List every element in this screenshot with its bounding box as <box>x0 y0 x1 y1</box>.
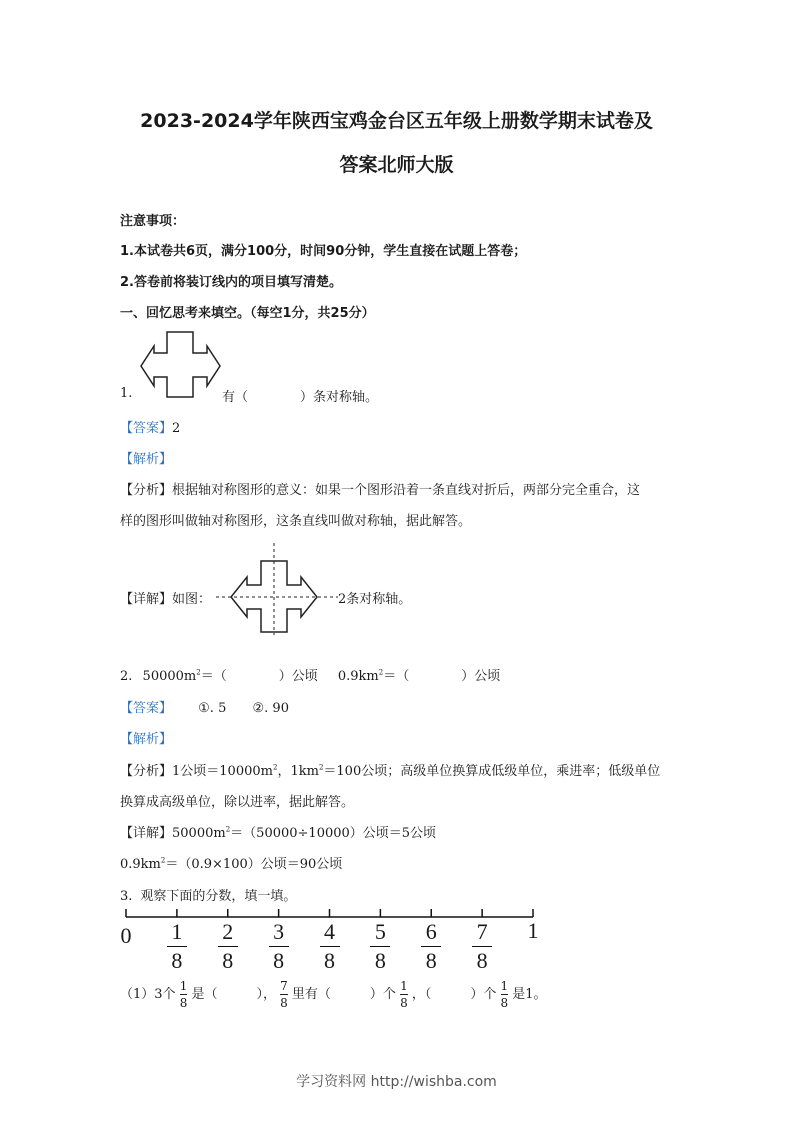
q2-answer-1: ①. 5 <box>198 701 227 716</box>
frac-num: 1 <box>400 979 408 993</box>
q3-sub1-e: 是1。 <box>512 987 547 1002</box>
q1-text: 有（ ）条对称轴。 <box>222 390 379 405</box>
frac-den: 8 <box>280 996 288 1010</box>
number-line-fraction <box>419 921 443 972</box>
q2-sq-1: 2 <box>196 668 201 677</box>
q2-detail2-a: 0.9km <box>120 857 161 872</box>
q1-answer: 2 <box>172 421 181 436</box>
number-line-fraction <box>216 921 240 972</box>
frac-num: 7 <box>280 979 288 993</box>
fraction-numerator: 2 <box>222 919 234 944</box>
fraction-numerator: 7 <box>476 919 488 944</box>
q3-sub1-c: 里有（ ）个 <box>291 987 396 1002</box>
number-line-fraction <box>267 921 291 972</box>
q3-sub1-b: 是（ ）， <box>191 987 276 1002</box>
page-title: 2023-2024学年陕西宝鸡金台区五年级上册数学期末试卷及 <box>140 110 653 132</box>
q2-analysis-line1-c: ＝100公顷；高级单位换算成低级单位，乘进率；低级单位 <box>323 764 661 779</box>
q2-number: 2. <box>120 669 133 684</box>
notes-item-2: 2.答卷前将装订线内的项目填写清楚。 <box>120 275 342 290</box>
fraction-numerator: 4 <box>324 919 335 944</box>
q1-analysis-line1: 根据轴对称图形的意义：如果一个图形沿着一条直线对折后，两部分完全重合，这 <box>172 483 641 498</box>
q1-analysis-line2: 样的图形叫做轴对称图形，这条直线叫做对称轴，据此解答。 <box>120 514 472 529</box>
q2-part1-post: ＝（ ）公顷 <box>200 669 318 684</box>
q1-analysis-label: 【分析】 <box>120 483 173 498</box>
fraction-7-8 <box>280 980 288 1009</box>
frac-den: 8 <box>400 996 408 1010</box>
q2-part1-pre: 50000m <box>142 669 197 684</box>
q2-detail1-b: ＝（50000÷10000）公顷＝5公顷 <box>230 826 437 841</box>
q2-analysis-line2: 换算成高级单位，除以进率，据此解答。 <box>120 795 355 810</box>
frac-num: 1 <box>500 979 509 993</box>
fraction-denominator: 8 <box>324 948 335 973</box>
fraction-numerator: 3 <box>273 919 285 944</box>
q3-sub1-d: ，（ ）个 <box>411 987 497 1002</box>
q2-analysis-label: 【分析】 <box>120 764 173 779</box>
q2-part2-pre: 0.9km <box>337 669 379 684</box>
fraction-denominator: 8 <box>171 948 183 973</box>
q2-detail-label: 【详解】 <box>120 826 173 841</box>
frac-den: 8 <box>179 996 188 1010</box>
q2-answer-tag: 【答案】 <box>120 701 173 716</box>
q1-answer-tag: 【答案】 <box>120 421 173 436</box>
q2-sq-6: 2 <box>160 856 166 865</box>
fraction-denominator: 8 <box>222 948 234 973</box>
number-line-fraction <box>470 921 494 972</box>
q3-text: 观察下面的分数，填一填。 <box>140 889 297 904</box>
fraction-1-8 <box>180 980 188 1009</box>
q2-answer-2: ②. 90 <box>252 701 289 716</box>
fraction-1-8 <box>400 980 408 1009</box>
page-title-line2: 答案北师大版 <box>339 154 454 176</box>
frac-den: 8 <box>500 996 509 1010</box>
fraction-denominator: 8 <box>425 948 437 973</box>
q2-detail2-b: ＝（0.9×100）公顷＝90公顷 <box>165 857 343 872</box>
fraction-numerator: 6 <box>425 919 437 944</box>
symmetry-axes-figure <box>214 541 340 636</box>
fraction-denominator: 8 <box>476 948 488 973</box>
frac-num: 1 <box>179 979 188 993</box>
notes-item-1: 1.本试卷共6页，满分100分，时间90分钟，学生直接在试题上答卷； <box>120 244 527 259</box>
number-line-fraction <box>318 921 342 972</box>
q2-part2-post: ＝（ ）公顷 <box>383 669 501 684</box>
q1-number: 1. <box>120 386 133 401</box>
q2-analysis-line1-b: ，1km <box>277 764 319 779</box>
fraction-numerator: 5 <box>374 919 386 944</box>
q2-sq-5: 2 <box>225 825 231 834</box>
q1-analysis-tag: 【解析】 <box>120 452 173 467</box>
q1-detail-suffix: 2条对称轴。 <box>338 592 412 607</box>
section-1-heading: 一、回忆思考来填空。（每空1分，共25分） <box>120 306 375 321</box>
fraction-numerator: 1 <box>171 919 183 944</box>
q2-sq-3: 2 <box>272 763 278 772</box>
fraction-denominator: 8 <box>374 948 386 973</box>
q3-sub-1 <box>120 975 547 1015</box>
q2-analysis-line1-a: 1公顷＝10000m <box>172 764 273 779</box>
fraction-denominator: 8 <box>273 948 285 973</box>
q1-detail-label: 【详解】如图： <box>120 592 212 607</box>
q2-sq-2: 2 <box>378 668 384 677</box>
q3-number: 3. <box>120 889 133 904</box>
number-line-fraction <box>368 921 392 972</box>
number-line-fraction <box>165 921 189 972</box>
q2-detail1-a: 50000m <box>172 826 226 841</box>
q2-analysis-tag: 【解析】 <box>120 732 173 747</box>
notes-heading: 注意事项： <box>120 214 186 229</box>
footer-watermark: 学习资料网 http://wishba.com <box>296 1074 497 1090</box>
fraction-1-8 <box>501 980 509 1009</box>
q2-sq-4: 2 <box>318 763 324 772</box>
q3-sub1-a: （1）3个 <box>120 987 176 1002</box>
number-line-end: 1 <box>527 918 539 943</box>
number-line-start: 0 <box>120 923 132 948</box>
cross-arrow-figure <box>140 331 222 399</box>
